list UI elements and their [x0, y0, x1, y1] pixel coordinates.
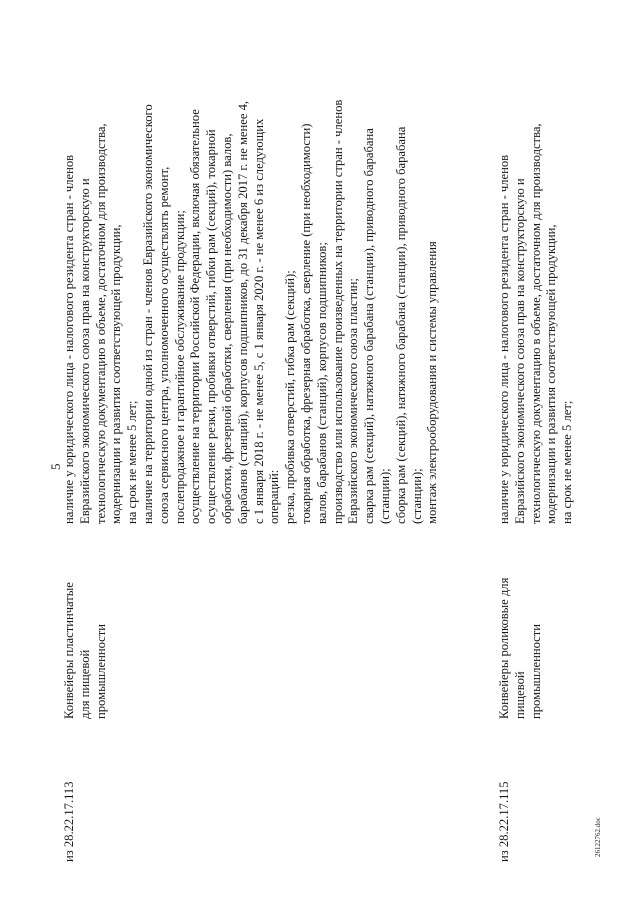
product-name: [62, 539, 109, 719]
requirement-line: сварка рам (секций), натяжного барабана (станции), приводного барабана: [362, 128, 377, 524]
requirement-line: осуществление резки, пробивки отверстий, гибки рам (секций), токарной: [204, 129, 219, 524]
requirement-line: на срок не менее 5 лет;: [560, 400, 575, 524]
requirements-text: [62, 0, 441, 524]
requirement-line: обработки, фрезерной обработки, сверления (при необходимости) валов,: [219, 133, 234, 524]
product-name-line: Конвейеры пластинчатые: [62, 582, 76, 719]
requirement-line: модернизации и развития соответствующей продукции,: [109, 224, 124, 524]
requirement-line: на срок не менее 5 лет;: [125, 400, 140, 524]
page-number: 5: [48, 463, 63, 470]
product-name-line: для пищевой: [77, 649, 92, 719]
product-name-line: пищевой: [512, 671, 527, 719]
footer-file-code: 26122762.doc: [594, 817, 602, 857]
requirement-line: наличие у юридического лица - налогового резидента стран - членов: [62, 154, 76, 524]
product-name-line: Конвейеры роликовые для: [497, 577, 511, 719]
product-code: из 28.22.17.113: [62, 781, 76, 862]
requirement-line: союза сервисного центра, уполномоченного осуществлять ремонт,: [156, 166, 171, 524]
requirement-line: осуществление на территории Российской Федерации, включая обязательное: [188, 109, 203, 524]
product-name: [497, 539, 544, 719]
requirement-line: сборка рам (секций), натяжного барабана (станции), приводного барабана: [393, 126, 408, 524]
requirement-line: токарная обработка, фрезерная обработка, сверление (при необходимости): [298, 123, 313, 524]
requirement-line: (станции);: [377, 468, 392, 524]
requirement-line: Евразийского экономического союза прав на конструкторскую и: [77, 178, 92, 524]
requirements-text: [497, 0, 576, 524]
requirement-line: монтаж электрооборудования и системы управления: [425, 241, 440, 524]
requirement-line: Евразийского экономического союза прав на конструкторскую и: [512, 178, 527, 524]
requirement-line: послепродажное и гарантийное обслуживание продукции;: [172, 210, 187, 524]
requirement-line: резка, пробивка отверстий, гибка рам (секций);: [283, 270, 298, 524]
requirement-line: Евразийского экономического союза пластин;: [346, 278, 361, 524]
requirement-line: операций:: [267, 469, 282, 524]
product-name-line: промышленности: [93, 623, 108, 719]
requirement-line: модернизации и развития соответствующей продукции,: [544, 224, 559, 524]
requirement-line: технологическую документацию в объеме, достаточном для производства,: [528, 123, 543, 524]
product-name-line: промышленности: [528, 623, 543, 719]
requirement-line: барабанов (станций), корпусов подшипников, до 31 декабря 2017 г. не менее 4,: [235, 100, 250, 524]
requirement-line: с 1 января 2018 г. - не менее 5, с 1 января 2020 г. - не менее 6 из следующих: [251, 118, 266, 524]
requirement-line: наличие у юридического лица - налогового резидента стран - членов: [497, 154, 511, 524]
requirement-line: наличие на территории одной из стран - членов Евразийского экономического: [140, 104, 155, 524]
requirement-line: производство или использование произведенных на территории стран - членов: [330, 99, 345, 524]
requirement-line: (станции);: [409, 468, 424, 524]
product-code: из 28.22.17.115: [497, 781, 511, 862]
requirement-line: технологическую документацию в объеме, достаточном для производства,: [93, 123, 108, 524]
requirement-line: валов, барабанов (станций), корпусов подшипников;: [314, 242, 329, 524]
